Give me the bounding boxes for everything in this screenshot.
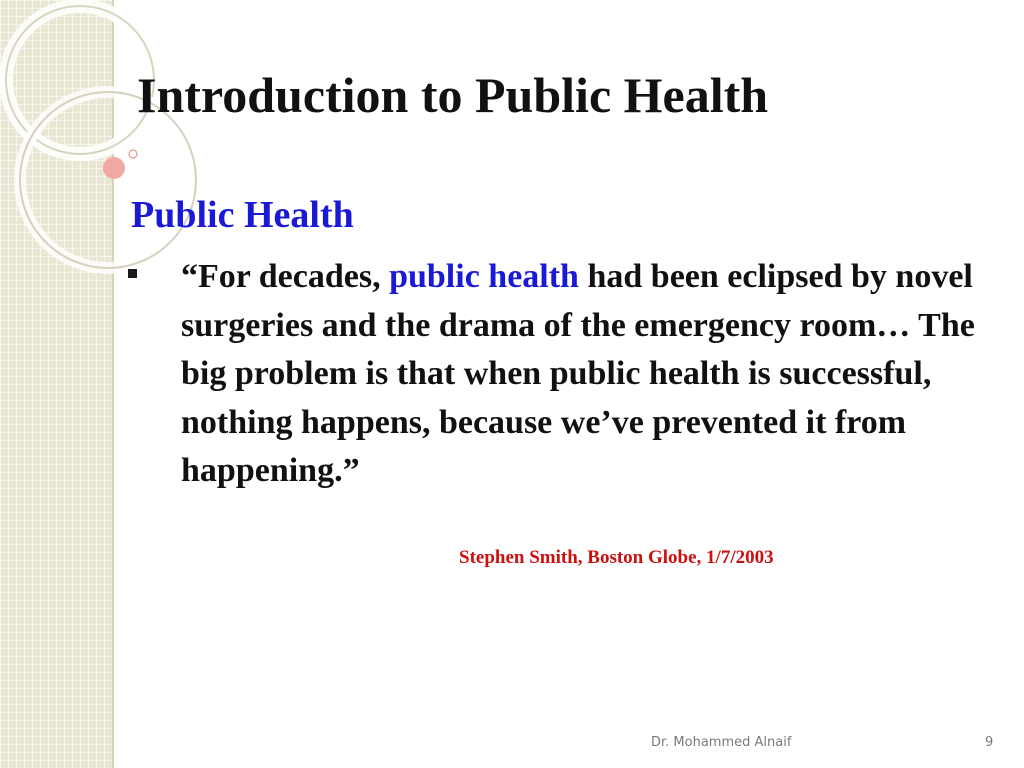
- square-bullet-icon: [128, 269, 137, 278]
- page-number: 9: [985, 735, 994, 750]
- quote-text-end: had been eclipsed by novel surgeries and the drama of the emergency room… The big problem is that when public health is successful, nothing happens, because we’ve prevented it from happening.”: [181, 258, 975, 489]
- decorative-circles: [0, 0, 200, 280]
- small-ring-icon: [129, 150, 137, 158]
- quote-highlight: public health: [389, 258, 579, 295]
- slide-subtitle: Public Health: [131, 194, 354, 236]
- quote-source: Stephen Smith, Boston Globe, 1/7/2003: [459, 547, 774, 568]
- slide-title: Introduction to Public Health: [137, 67, 769, 123]
- pink-dot-icon: [103, 157, 125, 179]
- quote-text-start: “For decades,: [181, 258, 390, 295]
- quote-text: [181, 253, 981, 496]
- footer-author: Dr. Mohammed Alnaif: [651, 735, 792, 750]
